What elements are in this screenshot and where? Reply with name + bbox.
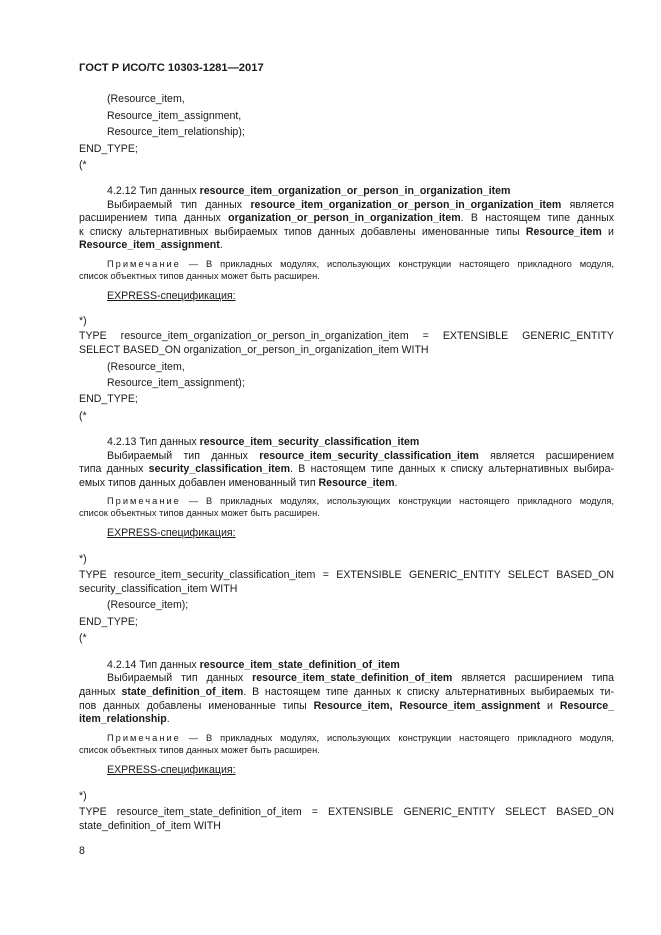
code-line: (Resource_item,	[107, 361, 185, 373]
note-label: Примечание	[107, 496, 181, 506]
note-line: Примечание — В прикладных модулях, использующих конструкции настоящего прикладного модуля,	[107, 496, 614, 506]
paragraph-line: пов данных добавлены именованные типы Resource_item, Resource_item_assignment и Resource_	[79, 700, 614, 712]
paragraph-line: данных state_definition_of_item. В настоящем типе данных к списку альтернативных выбираемых ти-	[79, 686, 614, 698]
code-line: TYPE resource_item_state_definition_of_item = EXTENSIBLE GENERIC_ENTITY SELECT BASED_ON	[79, 806, 614, 818]
section-heading-4-2-12: 4.2.12 Тип данных resource_item_organization_or_person_in_organization_item	[107, 185, 511, 197]
page-number: 8	[79, 845, 85, 857]
paragraph-line: расширением типа данных organization_or_person_in_organization_item. В настоящем типе данных	[79, 212, 614, 224]
code-line: (*	[79, 632, 87, 644]
paragraph-line: item_relationship.	[79, 713, 170, 725]
paragraph-line: Выбираемый тип данных resource_item_organization_or_person_in_organization_item является	[107, 199, 614, 211]
code-line: Resource_item_assignment);	[107, 377, 245, 389]
code-line: END_TYPE;	[79, 143, 138, 155]
code-line: TYPE resource_item_organization_or_person_in_organization_item = EXTENSIBLE GENERIC_ENTITY	[79, 330, 614, 342]
code-line: (*	[79, 410, 87, 422]
note-line: список объектных типов данных может быть расширен.	[79, 745, 320, 755]
code-line: (Resource_item,	[107, 93, 185, 105]
code-line: TYPE resource_item_security_classification_item = EXTENSIBLE GENERIC_ENTITY SELECT BASED_ON	[79, 569, 614, 581]
paragraph-line: емых типов данных добавлен именованный тип Resource_item.	[79, 477, 398, 489]
express-spec-label: EXPRESS-спецификация:	[107, 290, 236, 302]
code-line: SELECT BASED_ON organization_or_person_in_organization_item WITH	[79, 344, 429, 356]
note-label: Примечание	[107, 733, 181, 743]
express-spec-label: EXPRESS-спецификация:	[107, 764, 236, 776]
code-line: Resource_item_assignment,	[107, 110, 242, 122]
code-line: *)	[79, 315, 87, 327]
express-spec-label: EXPRESS-спецификация:	[107, 527, 236, 539]
note-line: Примечание — В прикладных модулях, использующих конструкции настоящего прикладного модуля,	[107, 259, 614, 269]
paragraph-line: к списку альтернативных выбираемых типов данных добавлены именованные типы Resource_item и	[79, 226, 614, 238]
section-heading-4-2-14: 4.2.14 Тип данных resource_item_state_definition_of_item	[107, 659, 400, 671]
note-line: список объектных типов данных может быть расширен.	[79, 271, 320, 281]
section-heading-4-2-13: 4.2.13 Тип данных resource_item_security_classification_item	[107, 436, 420, 448]
code-line: (*	[79, 159, 87, 171]
code-line: Resource_item_relationship);	[107, 126, 245, 138]
code-line: state_definition_of_item WITH	[79, 820, 221, 832]
page-header: ГОСТ Р ИСО/ТС 10303-1281—2017	[79, 62, 264, 74]
code-line: END_TYPE;	[79, 616, 138, 628]
paragraph-line: Выбираемый тип данных resource_item_security_classification_item является расширением	[107, 450, 614, 462]
code-line: security_classification_item WITH	[79, 583, 238, 595]
note-label: Примечание	[107, 259, 181, 269]
note-line: Примечание — В прикладных модулях, использующих конструкции настоящего прикладного модуля,	[107, 733, 614, 743]
code-line: END_TYPE;	[79, 393, 138, 405]
code-line: *)	[79, 790, 87, 802]
code-line: *)	[79, 553, 87, 565]
paragraph-line: типа данных security_classification_item. В настоящем типе данных к списку альтернативных выбира-	[79, 463, 614, 475]
note-line: список объектных типов данных может быть расширен.	[79, 508, 320, 518]
code-line: (Resource_item);	[107, 599, 189, 611]
paragraph-line: Resource_item_assignment.	[79, 239, 223, 251]
paragraph-line: Выбираемый тип данных resource_item_state_definition_of_item является расширением типа	[107, 672, 614, 684]
